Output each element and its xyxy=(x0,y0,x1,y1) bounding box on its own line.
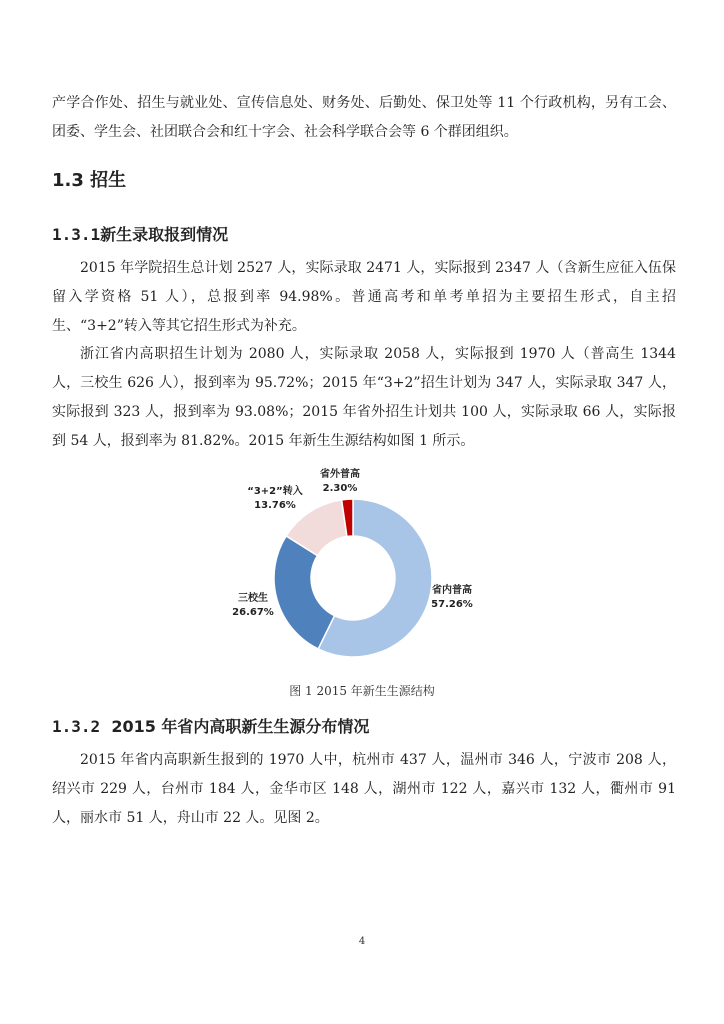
slice-value-label: 2.30% xyxy=(322,483,358,494)
slice-name-label: 省内普高 xyxy=(432,585,472,596)
section-heading-1-3 xyxy=(52,166,126,196)
provincial-enrollment-paragraph: 浙江省内高职招生计划为 2080 人，实际录取 2058 人，实际报到 1970 人（普高生 1344 人，三校生 626 人），报到率为 95.72%；2015 年“3+2”招生计划为 347 人，实际录取 347 人，实际报到 323 人，报到率为 93.08%；2015 年省外招生计划共 100 人，实际录取 66 人，实际报到 54 人，报到率为 81.82%。2015 年新生生源结构如图 1 所示。 xyxy=(52,346,676,449)
enrollment-paragraph: 2015 年学院招生总计划 2527 人，实际录取 2471 人，实际报到 2347 人（含新生应征入伍保留入学资格 51 人），总报到率 94.98%。普通高考和单考单招为主要招生形式，自主招生、“3+2”转入等其它招生形式为补充。 xyxy=(52,260,676,334)
section-title: 2015 年省内高职新生生源分布情况 xyxy=(111,717,370,736)
section-number: 1.3.1 xyxy=(52,225,101,244)
donut-chart xyxy=(210,463,510,673)
section-title: 新生录取报到情况 xyxy=(100,225,229,244)
slice-name-label: 三校生 xyxy=(238,593,268,604)
intro-paragraph: 产学合作处、招生与就业处、宣传信息处、财务处、后勤处、保卫处等 11 个行政机构，另有工会、团委、学生会、社团联合会和红十字会、社会科学联合会等 6 个群团组织。 xyxy=(52,95,676,140)
slice-name-label: 省外普高 xyxy=(320,469,360,480)
figure-1 xyxy=(210,463,510,673)
section-title: 招生 xyxy=(90,170,127,191)
slice-value-label: 13.76% xyxy=(254,500,296,511)
slice-value-label: 26.67% xyxy=(232,607,274,618)
slice-value-label: 57.26% xyxy=(431,599,473,610)
slice-name-label: “3+2”转入 xyxy=(247,486,303,497)
section-heading-1-3-1 xyxy=(52,222,228,248)
section-heading-1-3-2 xyxy=(52,714,369,740)
donut-slice xyxy=(274,536,334,649)
figure-caption: 图 1 2015 年新生生源结构 xyxy=(289,684,435,698)
section-number: 1.3.2 xyxy=(52,717,101,736)
page-number: 4 xyxy=(358,936,366,947)
distribution-paragraph: 2015 年省内高职新生报到的 1970 人中，杭州市 437 人，温州市 346 人，宁波市 208 人，绍兴市 229 人，台州市 184 人，金华市区 148 人，湖州市 122 人，嘉兴市 132 人，衢州市 91 人，丽水市 51 人，舟山市 22 人。见图 2。 xyxy=(52,752,676,826)
section-number: 1.3 xyxy=(52,170,84,191)
